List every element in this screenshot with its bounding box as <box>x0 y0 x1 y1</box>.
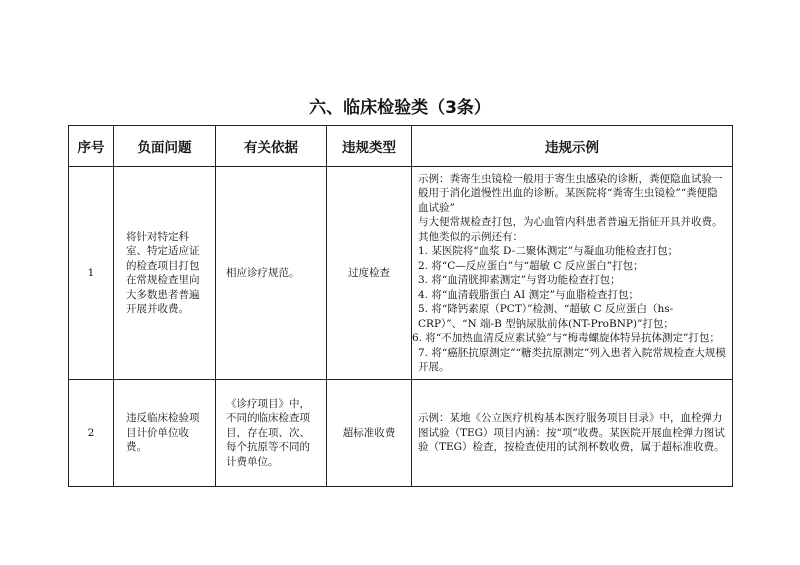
example-line: 7. 将“癌胚抗原测定”“糖类抗原测定”列入患者入院常规检查大规模开展。 <box>418 346 726 373</box>
row-type: 超标准收费 <box>327 380 412 487</box>
row-type: 过度检查 <box>327 167 412 380</box>
header-num: 序号 <box>69 126 114 167</box>
row-basis: 《诊疗项目》中，不同的临床检查项目，存在项、次、每个抗原等不同的计费单位。 <box>216 380 327 487</box>
row-num: 1 <box>69 167 114 380</box>
example-line: 其他类似的示例还有： <box>418 230 523 243</box>
row-basis: 相应诊疗规范。 <box>216 167 327 380</box>
example-line: 与大便常规检查打包，为心血管内科患者普遍无指征开具并收费。 <box>418 216 723 228</box>
row-issue: 违反临床检验项目计价单位收费。 <box>114 380 216 487</box>
section-title: 六、临床检验类（3条） <box>309 98 491 118</box>
header-basis: 有关依据 <box>216 126 327 167</box>
row-example <box>412 380 733 487</box>
example-line: 4. 将“血清载脂蛋白 AI 测定”与血脂检查打包； <box>418 288 639 301</box>
row-issue: 将针对特定科室、特定适应证的检查项目打包在常规检查里向大多数患者普遍开展并收费。 <box>114 167 216 380</box>
header-issue: 负面问题 <box>114 126 216 167</box>
example-line: 1. 某医院将“血浆 D-二聚体测定”与凝血功能检查打包； <box>418 245 679 257</box>
example-line: 5. 将“降钙素原（PCT）”检测、“超敏 C 反应蛋白（hs-CRP）”、“N 端-B 型钠尿肽前体(NT-ProBNP)”打包； <box>418 303 674 330</box>
table-row <box>69 167 733 380</box>
header-type: 违规类型 <box>327 126 412 167</box>
example-line: 3. 将“血清胱抑素测定”与肾功能检查打包； <box>418 274 621 286</box>
example-line: 2. 将“C—反应蛋白”与“超敏 C 反应蛋白”打包； <box>418 259 644 272</box>
row-example <box>412 167 733 380</box>
violations-table <box>68 125 733 487</box>
table-row <box>69 380 733 487</box>
example-line: 示例：某地《公立医疗机构基本医疗服务项目目录》中，血栓弹力图试验（TEG）项目内涵：按“项”收费。某医院开展血栓弹力图试验（TEG）检查，按检查使用的试剂杯数收费，属于超标准收费。 <box>418 412 725 454</box>
row-num: 2 <box>69 380 114 487</box>
header-example: 违规示例 <box>412 126 733 167</box>
table-header-row <box>69 126 733 167</box>
example-line: 6. 将“不加热血清反应素试验”与“梅毒螺旋体特异抗体测定”打包； <box>412 332 720 344</box>
example-line: 示例：粪寄生虫镜检一般用于寄生虫感染的诊断，粪便隐血试验一般用于消化道慢性出血的诊断。某医院将“粪寄生虫镜检”“粪便隐血试验” <box>418 172 723 214</box>
